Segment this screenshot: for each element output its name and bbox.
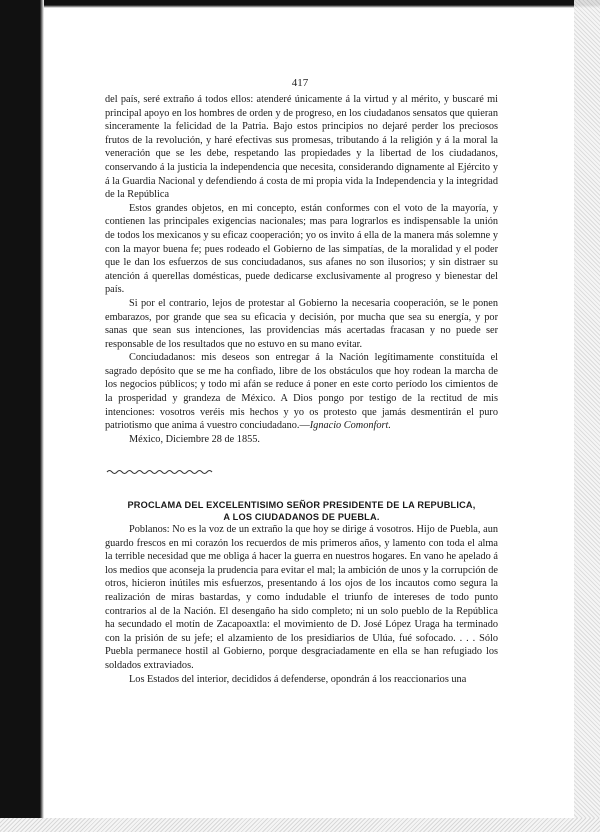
scan-shadow-left xyxy=(0,0,44,832)
scan-noise-bottom xyxy=(0,818,600,832)
scan-noise-right xyxy=(574,0,600,832)
paragraph-3: Si por el contrario, lejos de protestar al Gobierno la necesaria cooperación, se le ponen embarazos, por grande que sea su eficacia y decisión, por mucha que sea su energía, y por sanas que sean sus intenciones, las providencias más acertadas fracasan y no puede ser responsable de los resultados que no estuvo en su mano evitar. xyxy=(105,297,498,350)
ornamental-divider xyxy=(105,462,215,482)
body-text xyxy=(105,93,498,686)
heading-line-1: PROCLAMA DEL EXCELENTISIMO SEÑOR PRESIDENTE DE LA REPUBLICA, xyxy=(127,500,476,511)
paragraph-5: Poblanos: No es la voz de un extraño la que hoy se dirige á vosotros. Hijo de Puebla, aun guardo frescos en mi corazón los recuerdos de mis primeros años, y lamento con toda el alma la terrible necesidad que me obliga á hacer la guerra en nuestros hogares. En vano he apelado á los medios que aconseja la prudencia para evitar el mal; la ambición de unos y la corrupción de otros, hicieron inútiles mis esfuerzos, presentando á los ojos de los incautos como segura la realización de miras bastardas, y como indudable el triunfo de intereses de todo punto contrarios al de la Nación. El desengaño ha sido completo; ni un solo pueblo de la República ha secundado el motín de Zacapoaxtla: el movimiento de D. José López Uraga ha terminado con la prisión de su jefe; el alzamiento de los presidiarios de Ulúa, fué sofocado. . . . Sólo Puebla permanece hostil al Gobierno, porque desgraciadamente en ella se han refugiado los soldados extraviados. xyxy=(105,524,498,671)
signature: Ignacio Comonfort. xyxy=(309,420,391,432)
paragraph-4 xyxy=(105,351,498,433)
date-line: México, Diciembre 28 de 1855. xyxy=(129,433,260,445)
paragraph-1: del país, seré extraño á todos ellos: atenderé únicamente á la virtud y al mérito, y buscaré mi principal apoyo en los hombres de orden y de progreso, en los ciudadanos sensatos que quieran sinceramente la felicidad de la Patria. Bajo estos principios no dejaré perder los preciosos frutos de la revolución, y haré efectivas sus promesas, tributando á la religión y á la moral la veneración que se les debe, respetando las propiedades y la libertad de los ciudadanos, conservando á la justicia la independencia que necesita, considerando dignamente al Ejército y á la Guardia Nacional y defendiendo á costa de mi propia vida la Independencia y la integridad de la República xyxy=(105,94,498,201)
proclamation-heading xyxy=(105,499,498,523)
scan-shadow-top xyxy=(0,0,600,8)
paragraph-6: Los Estados del interior, decididos á defenderse, opondrán á los reaccionarios una xyxy=(129,673,467,685)
paragraph-2: Estos grandes objetos, en mi concepto, están conformes con el voto de la mayoría, y contienen las principales exigencias nacionales; mas para lograrlos es indispensable la unión de todos los mexicanos y su eficaz cooperación; yo os invito á ella de la manera más solemne y con la mayor buena fe; pues rodeado el Gobierno de las simpatías, de la moralidad y el poder que le dan los esfuerzos de sus conciudadanos, sus afanes no son ilusorios; y sin distraer su atención á querellas domésticas, puede dedicarse exclusivamente al progreso y bienestar del país. xyxy=(105,202,498,296)
paragraph-4-text: Conciudadanos: mis deseos son entregar á la Nación legítimamente constituída el sagrado depósito que se me ha confiado, libre de los obstáculos que hoy rodean la marcha de los negocios públicos; y todo mi afán se reduce á poner en este corto período los cimientos de la prosperidad y grandeza de México. A Dios pongo por testigo de la rectitud de mis intenciones: vosotros veréis mis hechos y yo os protesto que jamás desmentirán el puro patriotismo que anima á vuestro conciudadano.— xyxy=(105,352,498,432)
heading-line-2: A LOS CIUDADANOS DE PUEBLA. xyxy=(223,512,380,523)
page-number: 417 xyxy=(291,77,309,89)
